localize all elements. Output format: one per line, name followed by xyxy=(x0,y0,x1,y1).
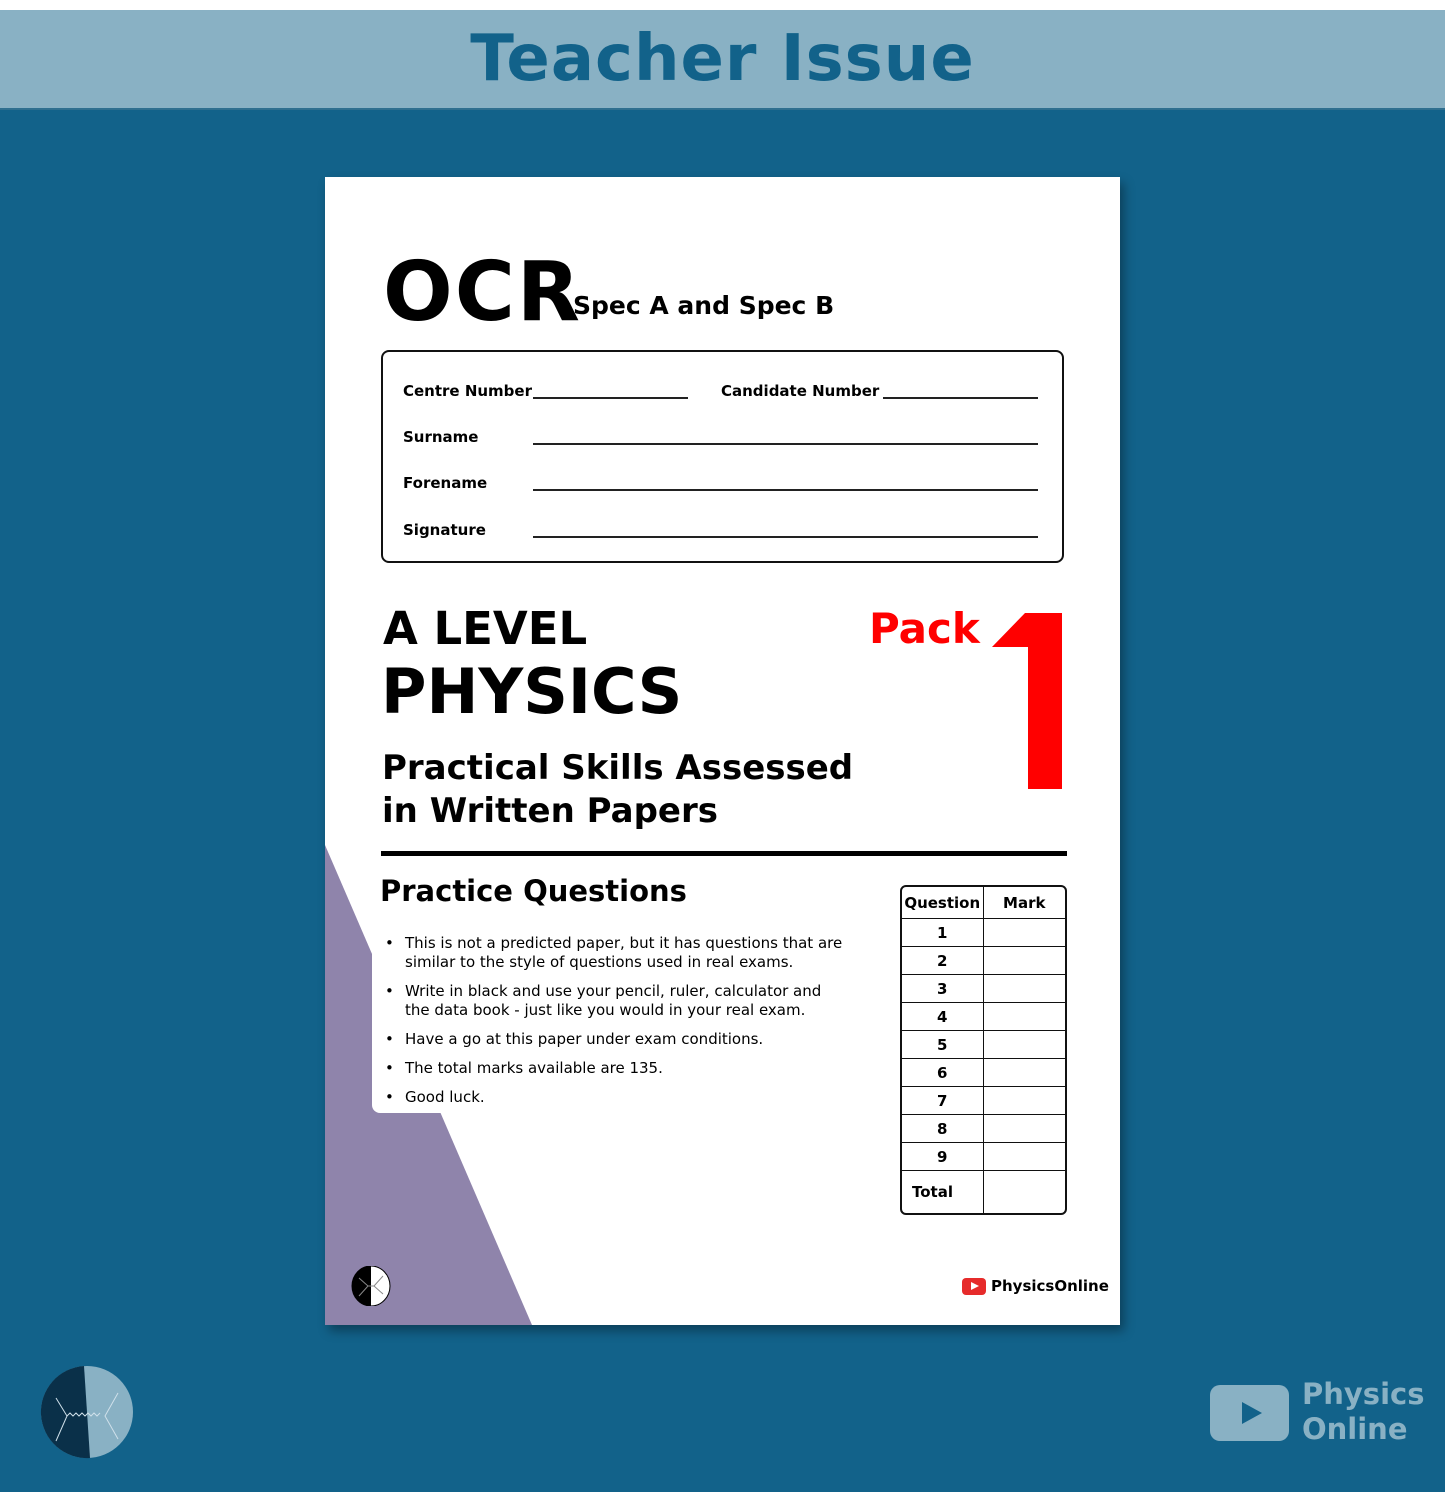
table-total-row: Total xyxy=(902,1171,1065,1213)
table-row: 9 xyxy=(902,1143,1065,1171)
top-margin xyxy=(0,0,1445,10)
table-row: 6 xyxy=(902,1059,1065,1087)
feynman-logo-icon xyxy=(40,1365,134,1459)
surname-label: Surname xyxy=(403,428,479,446)
subtitle-line-2: in Written Papers xyxy=(382,791,718,831)
brand-name xyxy=(1302,1377,1424,1447)
table-header xyxy=(902,887,1065,919)
candidate-details-box xyxy=(381,350,1064,563)
feynman-logo-icon xyxy=(351,1266,391,1306)
subtitle xyxy=(382,747,853,833)
candidate-number-label: Candidate Number xyxy=(721,382,880,400)
instructions-list xyxy=(385,934,845,1117)
cover-page xyxy=(325,177,1120,1325)
footer-brand-label: PhysicsOnline xyxy=(991,1277,1109,1295)
centre-number-field[interactable] xyxy=(533,397,688,399)
youtube-icon xyxy=(962,1278,986,1295)
centre-number-label: Centre Number xyxy=(403,382,532,400)
youtube-icon xyxy=(1210,1385,1289,1441)
table-row: 7 xyxy=(902,1087,1065,1115)
table-row: 1 xyxy=(902,919,1065,947)
list-item: • The total marks available are 135. xyxy=(385,1059,845,1078)
candidate-number-field[interactable] xyxy=(883,397,1038,399)
footer-brand xyxy=(962,1277,1109,1295)
table-row: 4 xyxy=(902,1003,1065,1031)
surname-field[interactable] xyxy=(533,443,1038,445)
level-heading: A LEVEL xyxy=(383,602,588,655)
banner xyxy=(0,10,1445,110)
spec-label: Spec A and Spec B xyxy=(573,291,835,320)
table-row: 3 xyxy=(902,975,1065,1003)
brand-line-2: Online xyxy=(1302,1412,1408,1446)
list-item: • Write in black and use your pencil, ruler, calculator and the data book - just like you would in your real exam. xyxy=(385,982,845,1020)
marks-table xyxy=(900,885,1067,1215)
table-row: 5 xyxy=(902,1031,1065,1059)
list-item: • Good luck. xyxy=(385,1088,845,1107)
section-title: Practice Questions xyxy=(380,874,687,908)
divider xyxy=(381,851,1067,856)
header-mark: Mark xyxy=(984,887,1066,919)
subtitle-line-1: Practical Skills Assessed xyxy=(382,748,854,788)
exam-board: OCR xyxy=(383,245,583,340)
number-one-shape xyxy=(992,613,1062,789)
signature-label: Signature xyxy=(403,521,486,539)
table-row: 8 xyxy=(902,1115,1065,1143)
list-item: • Have a go at this paper under exam conditions. xyxy=(385,1030,845,1049)
forename-field[interactable] xyxy=(533,489,1038,491)
banner-title: Teacher Issue xyxy=(470,22,975,96)
signature-field[interactable] xyxy=(533,536,1038,538)
forename-label: Forename xyxy=(403,474,488,492)
brand-line-1: Physics xyxy=(1302,1377,1425,1411)
header-question: Question xyxy=(902,887,984,919)
pack-label: Pack xyxy=(869,604,980,653)
list-item: • This is not a predicted paper, but it has questions that are similar to the style of questions used in real exams. xyxy=(385,934,845,972)
table-row: 2 xyxy=(902,947,1065,975)
subject-heading: PHYSICS xyxy=(381,655,683,728)
